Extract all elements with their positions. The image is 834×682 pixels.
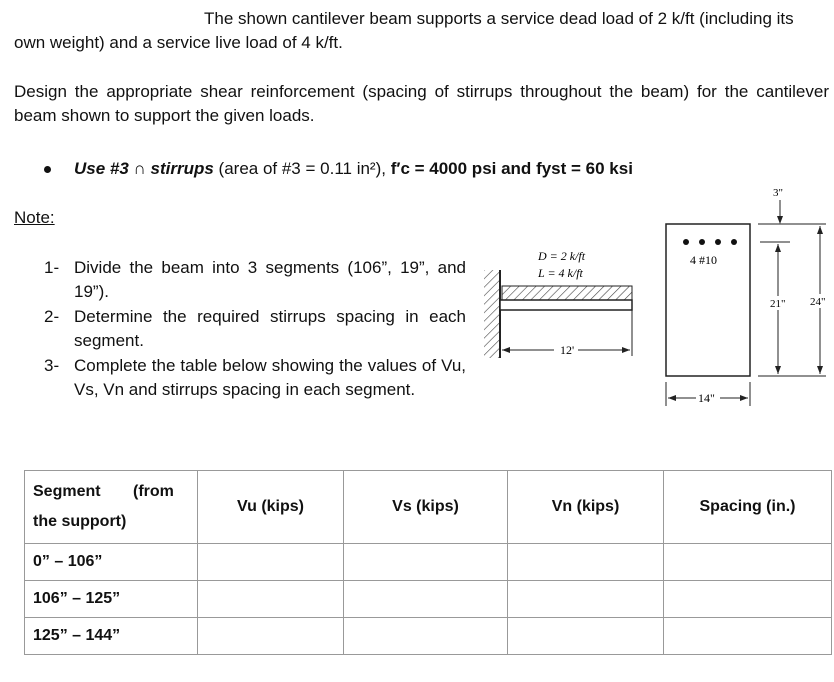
- table-row: [25, 618, 832, 655]
- header-vn: Vn (kips): [508, 471, 664, 544]
- bullet-stirrups: stirrups: [150, 159, 214, 178]
- vs-cell[interactable]: [344, 581, 508, 618]
- vs-cell[interactable]: [344, 544, 508, 581]
- spacing-cell[interactable]: [664, 618, 832, 655]
- rebar-dot: [715, 239, 721, 245]
- stirrup-icon: ∩: [133, 159, 146, 178]
- rebar-dot: [699, 239, 705, 245]
- cover-label: 3": [773, 187, 783, 199]
- step-text: Complete the table below showing the values of Vu, Vs, Vn and stirrups spacing in each segment.: [74, 356, 466, 399]
- header-spacing: Spacing (in.): [664, 471, 832, 544]
- vn-cell[interactable]: [508, 581, 664, 618]
- distributed-load: [502, 286, 632, 300]
- table-row: [25, 544, 832, 581]
- live-load-label: L = 4 k/ft: [538, 266, 583, 280]
- fixed-support-wall: [484, 270, 500, 358]
- header-vu: Vu (kips): [198, 471, 344, 544]
- vn-cell[interactable]: [508, 618, 664, 655]
- segment-cell: 0” – 106”: [25, 544, 198, 581]
- vu-cell[interactable]: [198, 581, 344, 618]
- segment-cell: 125” – 144”: [25, 618, 198, 655]
- cantilever-beam-figure: [480, 240, 640, 360]
- problem-design-task: Design the appropriate shear reinforcement (spacing of stirrups throughout the beam) for the cantilever beam shown to support the given loads.: [14, 82, 829, 125]
- note-heading: Note:: [14, 208, 55, 227]
- bullet-dot: [44, 166, 51, 173]
- bullet-fc: f′c = 4000 psi and: [390, 159, 532, 178]
- beam-cross-section-figure: [660, 184, 832, 414]
- bullet-use: Use #3: [74, 159, 129, 178]
- spacing-cell[interactable]: [664, 544, 832, 581]
- step-text: Divide the beam into 3 segments (106”, 19”, and 19”).: [74, 258, 466, 301]
- rebar-label: 4 #10: [690, 253, 717, 267]
- effective-depth-label: 21": [770, 298, 786, 310]
- section-outline: [666, 224, 750, 376]
- vu-cell[interactable]: [198, 618, 344, 655]
- dead-load-label: D = 2 k/ft: [538, 249, 586, 263]
- step-number: 1-: [44, 258, 60, 277]
- rebar-dot: [683, 239, 689, 245]
- vu-cell[interactable]: [198, 544, 344, 581]
- header-vs: Vs (kips): [344, 471, 508, 544]
- bullet-fy: fyst = 60 ksi: [536, 159, 633, 178]
- table-row: [25, 581, 832, 618]
- rebar-dot: [731, 239, 737, 245]
- step-number: 2-: [44, 307, 60, 326]
- vn-cell[interactable]: [508, 544, 664, 581]
- step-number: 3-: [44, 356, 60, 375]
- bullet-area: (area of #3 = 0.11 in²),: [218, 159, 386, 178]
- results-table: [24, 470, 832, 655]
- vs-cell[interactable]: [344, 618, 508, 655]
- total-depth-label: 24": [810, 296, 826, 308]
- header-segment: Segment (from the support): [25, 471, 198, 544]
- width-label: 14": [698, 391, 715, 405]
- problem-intro: The shown cantilever beam supports a service dead load of 2 k/ft (including its own weight) and a service live load of 4 k/ft.: [14, 9, 794, 52]
- beam: [500, 300, 632, 310]
- span-label: 12': [560, 343, 575, 357]
- table-header-row: [25, 471, 832, 544]
- segment-cell: 106” – 125”: [25, 581, 198, 618]
- step-text: Determine the required stirrups spacing in each segment.: [74, 307, 466, 350]
- spacing-cell[interactable]: [664, 581, 832, 618]
